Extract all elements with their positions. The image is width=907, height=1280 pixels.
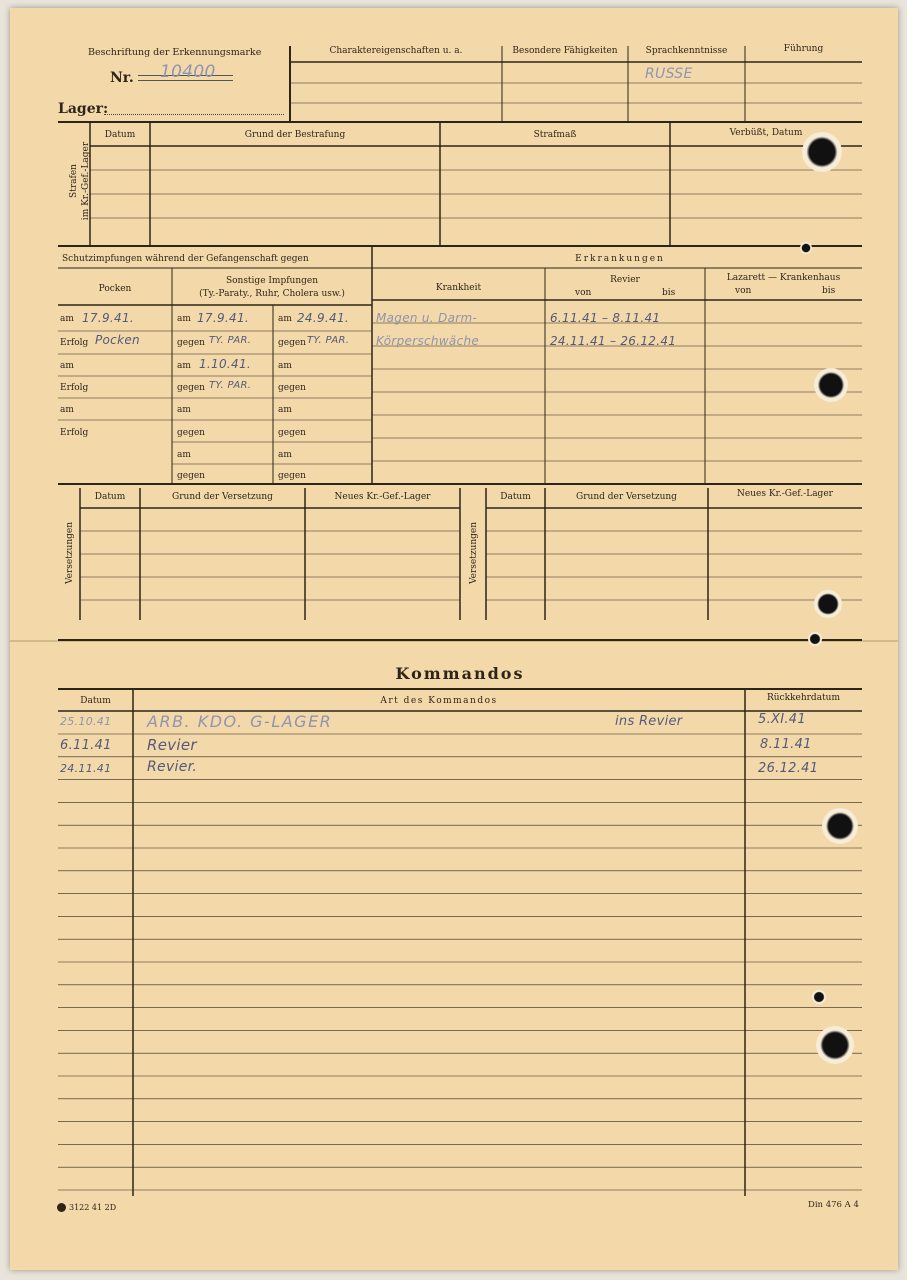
oth-am-3b-label: am bbox=[278, 405, 292, 415]
oth-gegen-3a-label: gegen bbox=[177, 428, 205, 438]
oth-gegen-2a-label: gegen bbox=[177, 383, 205, 393]
col-character: Charaktereigenschaften u. a. bbox=[329, 46, 463, 56]
tr-right-col-date: Datum bbox=[500, 492, 531, 502]
oth-gegen-1a-label: gegen bbox=[177, 338, 205, 348]
transfers-right-side-label: Versetzungen bbox=[469, 521, 479, 585]
oth-gegen-4b-label: gegen bbox=[278, 471, 306, 481]
punch-hole bbox=[808, 632, 822, 646]
oth-am-3a-label: am bbox=[177, 405, 191, 415]
vacc-title: Schutzimpfungen während der Gefangenschaft gegen bbox=[62, 254, 309, 264]
kom-row-date: 25.10.41 bbox=[60, 715, 112, 728]
language-value: RUSSE bbox=[645, 66, 693, 82]
punch-hole bbox=[814, 590, 842, 618]
kom-row-type: Revier. bbox=[147, 759, 198, 775]
pox-erfolg-2-label: Erfolg bbox=[60, 383, 89, 393]
din-label: Din 476 A 4 bbox=[808, 1200, 859, 1210]
vacc-col-other-2: (Ty.-Paraty., Ruhr, Cholera usw.) bbox=[199, 289, 345, 299]
oth-am-2a-label: am bbox=[177, 361, 191, 371]
pun-col-date: Datum bbox=[104, 130, 136, 140]
nr-value: 10400 bbox=[160, 62, 216, 82]
kommandos-title: Kommandos bbox=[395, 664, 525, 683]
oth-am-1a-label: am bbox=[177, 314, 191, 324]
ill-hosp-von: von bbox=[735, 286, 752, 296]
ill-revier-von: von bbox=[575, 288, 592, 298]
kom-row-return: 26.12.41 bbox=[758, 761, 819, 776]
oth-gegen-3b-label: gegen bbox=[278, 428, 306, 438]
tr-right-col-reason: Grund der Versetzung bbox=[576, 492, 677, 502]
kom-col-type: Art des Kommandos bbox=[380, 696, 498, 706]
print-mark-icon bbox=[57, 1203, 66, 1212]
punishments-side-label-2: im Kr.-Gef.-Lager bbox=[81, 141, 91, 221]
oth-gegen-1b-label: gegen bbox=[278, 338, 306, 348]
kom-row-type: ARB. KDO. G-LAGER bbox=[147, 712, 333, 731]
ill-col-disease: Krankheit bbox=[435, 283, 482, 293]
punch-hole bbox=[812, 990, 826, 1004]
lager-label: Lager: bbox=[58, 101, 109, 117]
tr-left-col-camp: Neues Kr.-Gef.-Lager bbox=[334, 492, 431, 502]
pox-erfolg-1-value: Pocken bbox=[95, 333, 140, 347]
oth-am-1a-value: 17.9.41. bbox=[197, 311, 250, 325]
pox-erfolg-1-label: Erfolg bbox=[60, 338, 89, 348]
pun-col-served: Verbüßt, Datum bbox=[729, 128, 803, 138]
pun-col-reason: Grund der Bestrafung bbox=[244, 130, 346, 140]
pox-erfolg-3-label: Erfolg bbox=[60, 428, 89, 438]
punch-hole bbox=[816, 1026, 854, 1064]
pun-col-measure: Strafmaß bbox=[533, 130, 577, 140]
kom-row-type: Revier bbox=[147, 736, 197, 754]
ill-revier-2: 24.11.41 – 26.12.41 bbox=[550, 334, 677, 348]
print-code: 3122 41 2D bbox=[69, 1203, 117, 1212]
oth-am-1b-label: am bbox=[278, 314, 292, 324]
oth-am-1b-value: 24.9.41. bbox=[297, 311, 350, 325]
pox-am-1-value: 17.9.41. bbox=[82, 311, 135, 325]
col-language: Sprachkenntnisse bbox=[645, 46, 728, 56]
oth-am-4a-label: am bbox=[177, 450, 191, 460]
vacc-col-pox: Pocken bbox=[98, 284, 132, 294]
kom-row-date: 6.11.41 bbox=[60, 738, 112, 753]
pox-am-3-label: am bbox=[60, 405, 74, 415]
kom-row-return: 8.11.41 bbox=[760, 737, 812, 752]
oth-am-2a-value: 1.10.41. bbox=[199, 357, 252, 371]
punishments-side-label-1: Strafen bbox=[69, 164, 79, 198]
kom-row-date: 24.11.41 bbox=[60, 762, 112, 775]
ill-disease-2: Körperschwäche bbox=[376, 334, 480, 348]
oth-gegen-2a-value: TY. PAR. bbox=[209, 380, 252, 391]
pox-am-2-label: am bbox=[60, 361, 74, 371]
oth-gegen-4a-label: gegen bbox=[177, 471, 205, 481]
ill-hosp-bis: bis bbox=[822, 286, 836, 296]
ill-revier-bis: bis bbox=[662, 288, 676, 298]
tr-left-col-date: Datum bbox=[94, 492, 126, 502]
tr-left-col-reason: Grund der Versetzung bbox=[172, 492, 273, 502]
punch-hole bbox=[800, 242, 812, 254]
punch-hole bbox=[802, 132, 842, 172]
col-conduct: Führung bbox=[783, 44, 824, 54]
ill-revier-1: 6.11.41 – 8.11.41 bbox=[550, 311, 661, 325]
ill-title: Erkrankungen bbox=[575, 254, 665, 264]
punch-hole bbox=[814, 368, 848, 402]
oth-am-4b-label: am bbox=[278, 450, 292, 460]
transfers-left-side-label: Versetzungen bbox=[65, 521, 75, 585]
ill-col-revier: Revier bbox=[610, 275, 640, 285]
nr-label: Nr. bbox=[110, 70, 134, 86]
ill-col-hospital: Lazarett — Krankenhaus bbox=[726, 273, 841, 283]
pox-am-1-label: am bbox=[60, 314, 74, 324]
col-skills: Besondere Fähigkeiten bbox=[512, 46, 618, 56]
oth-gegen-1a-value: TY. PAR. bbox=[209, 335, 252, 346]
vacc-col-other-1: Sonstige Impfungen bbox=[225, 276, 319, 286]
kom-col-date: Datum bbox=[80, 696, 111, 706]
oth-gegen-2b-label: gegen bbox=[278, 383, 306, 393]
punch-hole bbox=[822, 808, 858, 844]
kom-row-note: ins Revier bbox=[615, 714, 683, 729]
kom-col-return: Rückkehrdatum bbox=[766, 693, 841, 703]
ill-disease-1: Magen u. Darm- bbox=[376, 311, 478, 325]
tr-right-col-camp: Neues Kr.-Gef.-Lager bbox=[737, 489, 833, 499]
oth-am-2b-label: am bbox=[278, 361, 292, 371]
kom-row-return: 5.XI.41 bbox=[758, 712, 806, 727]
lager-field bbox=[104, 114, 284, 115]
tag-label: Beschriftung der Erkennungsmarke bbox=[88, 47, 262, 58]
oth-gegen-1b-value: TY. PAR. bbox=[307, 335, 350, 346]
